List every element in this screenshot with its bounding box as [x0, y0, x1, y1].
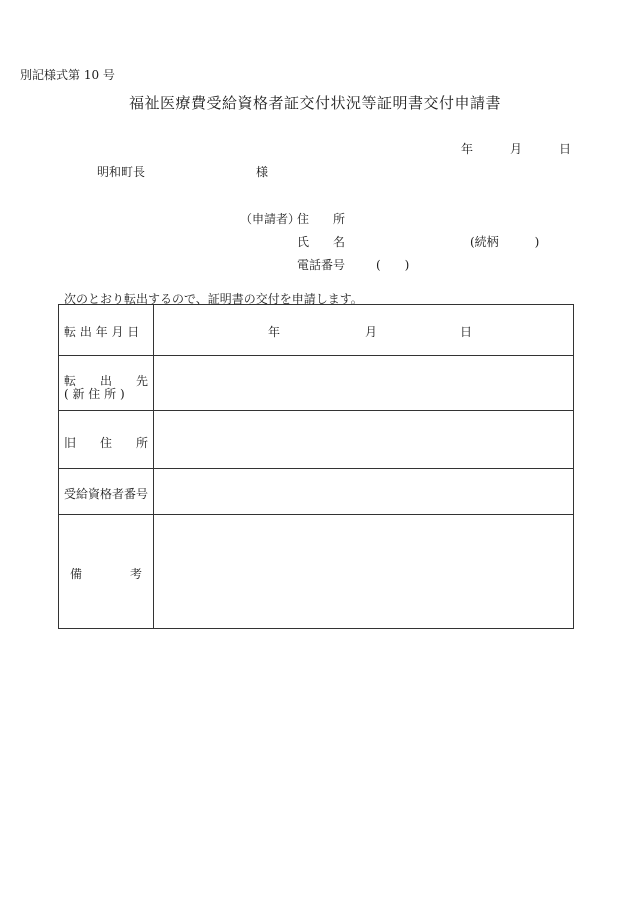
- application-table: [58, 304, 574, 629]
- applicant-label: （申請者）: [240, 212, 301, 226]
- recipient-name: 明和町長: [97, 165, 146, 179]
- table-row-transfer-date: [59, 305, 573, 356]
- form-number: 別記様式第 10 号: [20, 68, 115, 82]
- transfer-date-month: 月: [365, 325, 378, 339]
- applicant-phone-label: 電話番号: [297, 258, 346, 272]
- remarks-value-cell[interactable]: [154, 515, 573, 628]
- previous-address-label-cell: [59, 411, 154, 468]
- recipient-number-label-cell: [59, 469, 154, 514]
- date-day-label: 日: [559, 142, 572, 156]
- transfer-date-value-cell[interactable]: [154, 305, 573, 355]
- applicant-relation-label: (続柄 ): [470, 235, 540, 249]
- previous-address-value-cell[interactable]: [154, 411, 573, 468]
- applicant-name-label: 氏 名: [297, 235, 346, 249]
- date-year-label: 年: [461, 142, 474, 156]
- intro-text: 次のとおり転出するので、証明書の交付を申請します。: [64, 292, 363, 306]
- table-row-remarks: [59, 515, 573, 628]
- destination-label-line1: 転 出 先: [64, 374, 149, 388]
- table-row-previous-address: [59, 411, 573, 469]
- table-row-recipient-number: [59, 469, 573, 515]
- recipient-number-value-cell[interactable]: [154, 469, 573, 514]
- table-row-destination: [59, 356, 573, 411]
- transfer-date-label: 転 出 年 月 日: [64, 325, 140, 339]
- transfer-date-day: 日: [460, 325, 473, 339]
- remarks-label: 備 考: [70, 567, 143, 581]
- transfer-date-label-cell: [59, 305, 154, 355]
- transfer-date-year: 年: [268, 325, 281, 339]
- date-month-label: 月: [510, 142, 523, 156]
- previous-address-label: 旧 住 所: [64, 436, 149, 450]
- destination-value-cell[interactable]: [154, 356, 573, 410]
- remarks-label-cell: [59, 515, 154, 628]
- recipient-number-label: 受給資格者番号: [64, 487, 149, 501]
- page-title: 福祉医療費受給資格者証交付状況等証明書交付申請書: [128, 94, 501, 112]
- applicant-phone-paren: ( ): [376, 258, 410, 272]
- destination-label-line2: ( 新 住 所 ): [64, 387, 125, 401]
- applicant-address-label: 住 所: [297, 212, 346, 226]
- recipient-honorific: 様: [256, 165, 269, 179]
- destination-label-cell: [59, 356, 154, 410]
